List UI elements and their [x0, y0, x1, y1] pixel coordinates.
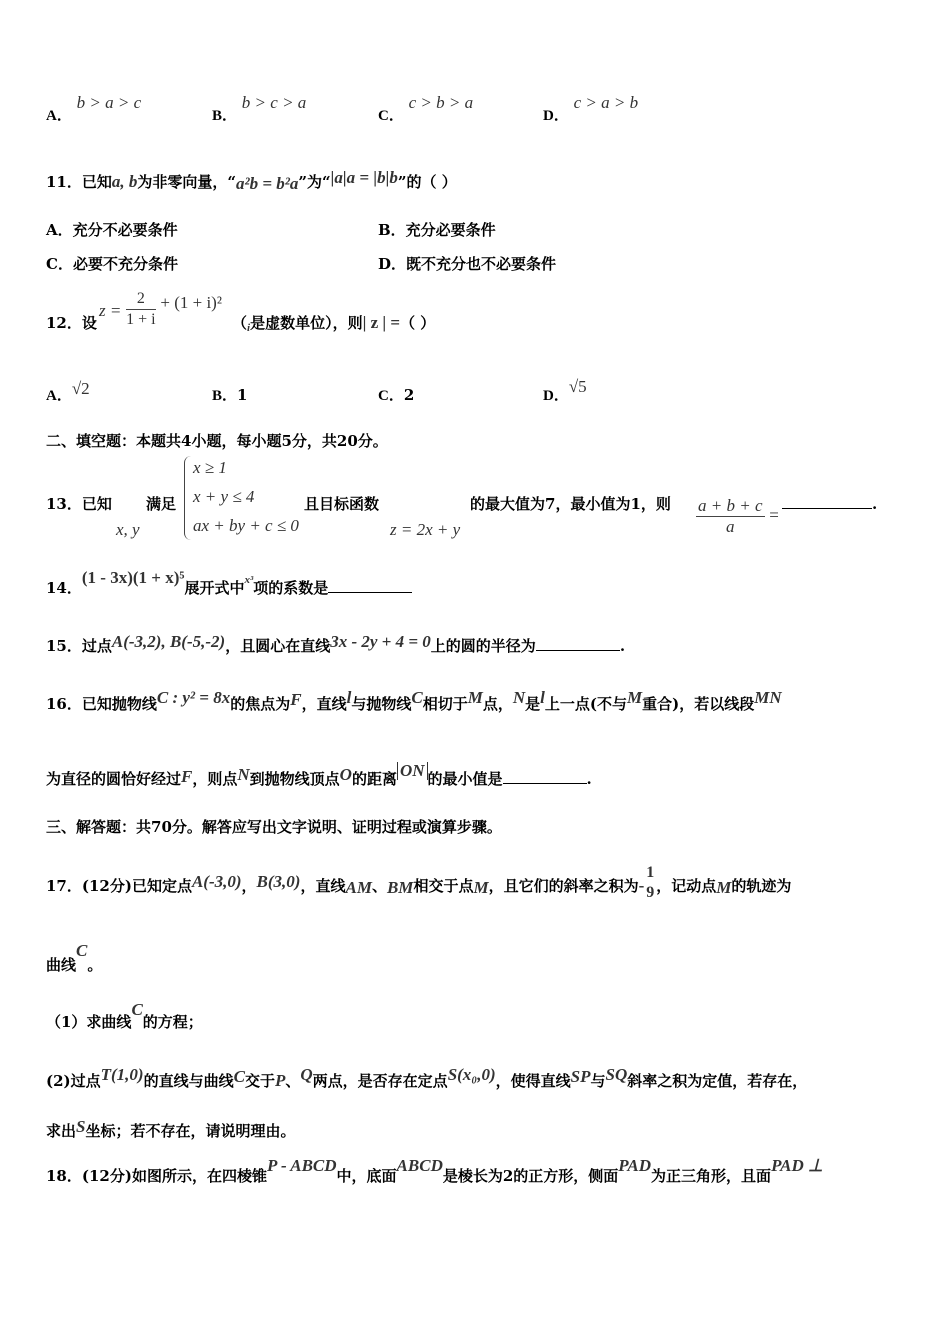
q12-option-b	[212, 385, 247, 406]
q17-dun-2: 、	[285, 1072, 301, 1090]
q16-F-2: F	[181, 767, 193, 786]
q16-line-2	[46, 761, 592, 789]
q17-BM: BM	[386, 878, 414, 897]
q16-t7: 上一点(不与	[544, 695, 627, 713]
q17-SQ: SQ	[605, 1065, 628, 1084]
q12-option-c-val: 2	[403, 386, 415, 404]
q14-expr: (1 - 3x)(1 + x)⁵	[81, 568, 185, 587]
q16-answer-blank	[503, 769, 587, 784]
q10-option-b-label: B．	[212, 108, 238, 124]
q11-suffix: ”的（ ）	[397, 173, 457, 191]
q17-S-only: S	[76, 1117, 86, 1136]
q11-vars: a, b	[111, 172, 138, 191]
q17-part-1	[46, 1000, 203, 1032]
q16-ON: ON	[397, 762, 428, 780]
q12-fraction-num: 2	[126, 289, 155, 310]
q13-constraint-3: ax + by + c ≤ 0	[193, 516, 299, 535]
q18-base: ABCD	[396, 1156, 443, 1175]
q13-fraction-den: a	[726, 517, 735, 536]
q15-stem	[46, 632, 626, 656]
q17-l1-f: 的轨迹为	[731, 877, 792, 895]
q17-p3-b: 坐标；若不存在，请说明理由。	[85, 1122, 296, 1140]
q18-pyramid: P - ABCD	[266, 1156, 337, 1175]
q11-option-a: A．充分不必要条件	[46, 221, 178, 239]
q16-t5: 点，	[482, 695, 513, 713]
q11-mid2: ”为“	[298, 173, 331, 191]
q18-d: 为正三角形，且面	[651, 1167, 772, 1185]
q10-option-c	[378, 93, 474, 126]
q10-option-b-expr: b > c > a	[241, 93, 307, 112]
q15-points: A(-3,2), B(-5,-2)	[111, 632, 226, 651]
q12-option-c-label: C．	[378, 388, 404, 404]
q15-answer-blank	[536, 636, 620, 651]
q17-p2-d: 两点，是否存在定点	[312, 1072, 448, 1090]
q16-O: O	[339, 765, 352, 784]
q13-system-brace	[184, 456, 191, 540]
q15-prefix: 15．过点	[46, 637, 112, 655]
q17-SP: SP	[570, 1067, 591, 1086]
q17-Q: Q	[300, 1065, 313, 1084]
q17-p2-a: (2)过点	[46, 1072, 101, 1090]
q17-line-1	[46, 864, 792, 907]
q14-suffix: 项的系数是	[253, 579, 329, 597]
q11-cond1: a²b = b²a	[236, 174, 299, 193]
q13-answer-blank	[782, 494, 872, 509]
q12-fraction-den: 1 + i	[126, 311, 156, 328]
q17-A: A(-3,0)	[191, 872, 242, 891]
q17-l2-b: 。	[87, 956, 103, 974]
q15-line: 3x - 2y + 4 = 0	[330, 632, 431, 651]
q13-end: .	[872, 495, 878, 513]
q12-rest	[232, 313, 435, 335]
q18-c: 是棱长为2的正方形，侧面	[442, 1167, 619, 1185]
q12-fraction	[126, 289, 155, 330]
q11-prefix: 11．已知	[46, 173, 112, 191]
q17-p3-a: 求出	[46, 1122, 77, 1140]
q16-N-2: N	[237, 765, 250, 784]
q12-option-a-label: A．	[46, 388, 72, 404]
q11-option-b: B．充分必要条件	[378, 221, 496, 239]
q10-option-a-label: A．	[46, 108, 72, 124]
q17-p2-f: 与	[590, 1072, 606, 1090]
q16-t8: 重合)，若以线段	[642, 695, 755, 713]
q16-N: N	[512, 688, 526, 707]
q11-stem	[46, 168, 457, 193]
q16-t6: 是	[525, 695, 541, 713]
q16-l2-d: 的距离	[351, 770, 397, 788]
q13-constraint-1: x ≥ 1	[193, 458, 227, 477]
q17-p2-e: ，使得直线	[495, 1072, 571, 1090]
q16-C: C	[411, 688, 423, 707]
section-3-heading: 三、解答题：共70分。解答应写出文字说明、证明过程或演算步骤。	[46, 818, 502, 836]
q13-fraction-num: a + b + c	[698, 496, 763, 515]
q16-l-2: l	[540, 688, 545, 707]
q15-end: .	[619, 637, 626, 655]
section-2-heading: 二、填空题：本题共4小题，每小题5分，共20分。	[46, 432, 388, 450]
q16-l2-c: 到抛物线顶点	[249, 770, 340, 788]
q17-P: P	[274, 1071, 286, 1090]
q15-suffix: 上的圆的半径为	[430, 637, 536, 655]
q10-option-d-label: D．	[543, 108, 569, 124]
q10-option-d	[543, 93, 639, 126]
q10-option-b	[212, 93, 307, 126]
q12-option-c	[378, 385, 414, 406]
q17-M: M	[473, 878, 489, 897]
q17-p1-b: 的方程；	[142, 1013, 203, 1031]
q17-l1-b: ，直线	[300, 877, 346, 895]
q12-option-d	[543, 377, 587, 406]
q18-b: 中，底面	[336, 1167, 397, 1185]
q18-line-1	[46, 1156, 823, 1186]
q17-l2-a: 曲线	[46, 956, 77, 974]
q17-l1-c: 相交于点	[413, 877, 474, 895]
q18-side: PAD	[618, 1156, 652, 1175]
q11-mid: 为非零向量，“	[137, 173, 237, 191]
q17-C-2: C	[131, 1000, 143, 1019]
q12-z-eq: z =	[99, 300, 122, 320]
q16-prefix: 16．已知抛物线	[46, 695, 157, 713]
q12-option-d-label: D．	[543, 388, 569, 404]
q11-option-d: D．既不充分也不必要条件	[378, 255, 557, 273]
q13-constraint-2: x + y ≤ 4	[193, 487, 255, 506]
q17-l1-d: ，且它们的斜率之积为	[488, 877, 639, 895]
q12-option-a	[46, 379, 90, 406]
q16-l2-a: 为直径的圆恰好经过	[46, 770, 182, 788]
q16-line-1	[46, 688, 782, 714]
q17-p2-b: 的直线与曲线	[143, 1072, 234, 1090]
q16-t3: 与抛物线	[351, 695, 412, 713]
q12-formula	[99, 289, 222, 330]
q13-satisfy: 满足	[146, 495, 177, 513]
q15-mid: ，且圆心在直线	[225, 637, 331, 655]
q16-l2-b: ，则点	[192, 770, 238, 788]
q12-prefix: 12．设	[46, 314, 97, 332]
q17-comma: ，	[241, 877, 257, 895]
q13-fraction-wrap	[696, 496, 779, 537]
q12-abs-z: | z | =	[362, 313, 401, 332]
q10-option-c-label: C．	[378, 108, 404, 124]
q17-C-3: C	[233, 1067, 245, 1086]
q10-option-d-expr: c > a > b	[573, 93, 639, 112]
q17-l1-e: ，记动点	[656, 877, 717, 895]
q18-tail: PAD ⊥	[771, 1156, 823, 1175]
q17-M-2: M	[716, 878, 732, 897]
q17-l1-a: 17．(12分)已知定点	[46, 877, 192, 895]
q17-neg: -	[638, 876, 645, 895]
q17-line-2	[46, 941, 103, 975]
q12-option-b-val: 1	[237, 386, 248, 404]
q16-parabola: C : y² = 8x	[156, 688, 231, 707]
q17-AM: AM	[345, 878, 372, 897]
q11-option-c: C．必要不充分条件	[46, 255, 178, 273]
q11-cond2: |a|a = |b|b	[330, 168, 398, 187]
q16-M-2: M	[626, 688, 643, 707]
q17-dun: 、	[371, 877, 387, 895]
q16-end: .	[586, 770, 592, 788]
q14-stem	[46, 568, 412, 600]
q17-p1-a: （1）求曲线	[46, 1013, 132, 1031]
q12-open-paren: （	[232, 314, 248, 332]
q14-term: x³	[244, 574, 254, 586]
q12-option-a-val: √2	[71, 379, 90, 398]
q14-prefix: 14．	[46, 579, 82, 597]
q12-tail: + (1 + i)²	[160, 292, 222, 312]
q17-fraction	[644, 863, 656, 903]
q13-mid2: 的最大值为7，最小值为1，则	[470, 495, 671, 513]
q12-suffix: （ ）	[400, 314, 436, 332]
q17-fraction-den: 9	[646, 884, 655, 901]
q13-equals: =	[769, 505, 779, 525]
q16-t2: ，直线	[301, 695, 347, 713]
q12-option-b-label: B．	[212, 388, 238, 404]
q16-MN: MN	[754, 688, 782, 707]
q10-option-a-expr: b > a > c	[76, 93, 142, 112]
q17-S: S(x₀,0)	[447, 1065, 496, 1084]
q13-fraction	[696, 496, 765, 537]
q17-p2-g: 斜率之积为定值，若存在，	[627, 1072, 808, 1090]
q14-mid: 展开式中	[184, 579, 245, 597]
q10-option-c-expr: c > b > a	[408, 93, 474, 112]
q17-part-2-cont	[46, 1117, 296, 1141]
q10-options	[46, 93, 142, 126]
q16-t4: 相切于	[422, 695, 468, 713]
q17-fraction-num: 1	[646, 864, 655, 881]
q13-vars: x, y	[116, 520, 140, 539]
q17-p2-c: 交于	[244, 1072, 275, 1090]
q17-B: B(3,0)	[256, 872, 301, 891]
q12-mid: 是虚数单位），则	[250, 314, 363, 332]
q16-F: F	[290, 690, 302, 709]
q17-C: C	[76, 941, 88, 960]
q13-function: z = 2x + y	[390, 520, 461, 539]
q17-T: T(1,0)	[100, 1065, 144, 1084]
q16-l: l	[346, 688, 352, 707]
q16-M: M	[467, 688, 483, 707]
q13-answer-blank-wrap	[782, 494, 877, 514]
q17-part-2	[46, 1065, 808, 1091]
q16-t1: 的焦点为	[230, 695, 291, 713]
q13-mid: 且目标函数	[304, 495, 380, 513]
q14-answer-blank	[328, 578, 412, 593]
q12-i-symbol: i	[247, 322, 251, 334]
q16-l2-e: 的最小值是	[427, 770, 503, 788]
q18-a: 18．(12分)如图所示，在四棱锥	[46, 1167, 267, 1185]
q13-prefix: 13．已知	[46, 495, 112, 513]
q12-option-d-val: √5	[568, 377, 587, 396]
